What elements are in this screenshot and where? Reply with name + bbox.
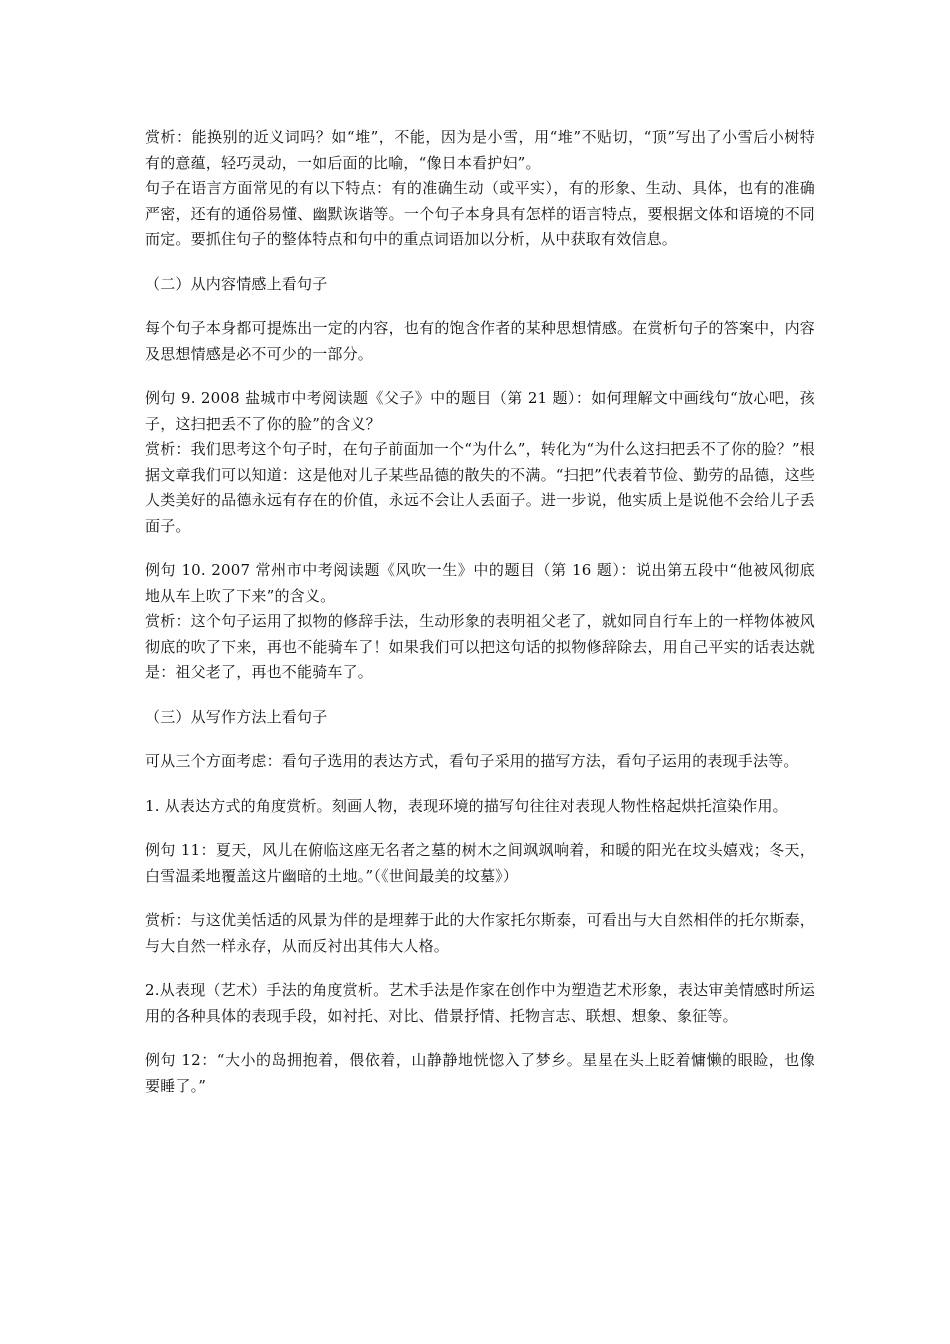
body-paragraph: 可从三个方面考虑：看句子选用的表达方式，看句子采用的描写方法，看句子运用的表现手法等。: [145, 752, 799, 770]
section-heading-2: （二）从内容情感上看句子: [145, 274, 328, 293]
analysis-paragraph: 赏析：与这优美恬适的风景为伴的是埋葬于此的大作家托尔斯泰，可看出与大自然相伴的托尔斯泰，与大自然一样永存，从而反衬出其伟大人格。: [145, 911, 815, 955]
paragraph-gap: [145, 253, 815, 272]
analysis-paragraph: 赏析：这个句子运用了拟物的修辞手法，生动形象的表明祖父老了，就如同自行车上的一样物体被风彻底的吹了下来，再也不能骑车了！如果我们可以把这句话的拟物修辞除去，用自己平实的话表达就是：祖父老了，再也不能骑车了。: [145, 612, 815, 681]
paragraph-gap: [145, 889, 815, 908]
method-paragraph-2: 2.从表现（艺术）手法的角度赏析。艺术手法是作家在创作中为塑造艺术形象，表达审美情感时所运用的各种具体的表现手段，如衬托、对比、借景抒情、托物言志、联想、想象、象征等。: [145, 981, 815, 1025]
paragraph-gap: [145, 775, 815, 794]
paragraph-gap: [145, 730, 815, 749]
example-sentence-12: 例句 12：“大小的岛拥抱着，偎依着，山静静地恍惚入了梦乡。星星在头上眨着慵懒的眼睑，也像要睡了。”: [145, 1051, 815, 1095]
paragraph-gap: [145, 539, 815, 558]
example-sentence-10: 例句 10. 2007 常州市中考阅读题《风吹一生》中的题目（第 16 题）：说出第五段中“他被风彻底地从车上吹了下来”的含义。: [145, 561, 815, 605]
paragraph-gap: [145, 686, 815, 705]
paragraph-gap: [145, 959, 815, 978]
body-paragraph: 句子在语言方面常见的有以下特点：有的准确生动（或平实），有的形象、生动、具体，也有的准确严密，还有的通俗易懂、幽默诙谐等。一个句子本身具有怎样的语言特点，要根据文体和语境的不同而定。要抓住句子的整体特点和句中的重点词语加以分析，从中获取有效信息。: [145, 179, 815, 248]
body-paragraph: 每个句子本身都可提炼出一定的内容，也有的饱含作者的某种思想情感。在赏析句子的答案中，内容及思想情感是必不可少的一部分。: [145, 319, 815, 363]
paragraph-gap: [145, 819, 815, 838]
analysis-paragraph: 赏析：能换别的近义词吗？如“堆”，不能，因为是小雪，用“堆”不贴切，“顶”写出了小雪后小树特有的意蕴，轻巧灵动，一如后面的比喻，“像日本看护妇”。: [145, 128, 815, 172]
paragraph-gap: [145, 1029, 815, 1048]
example-sentence-9: 例句 9. 2008 盐城市中考阅读题《父子》中的题目（第 21 题）：如何理解文中画线句“放心吧，孩子，这扫把丢不了你的脸”的含义？: [145, 389, 815, 433]
analysis-paragraph: 赏析：我们思考这个句子时，在句子前面加一个“为什么”，转化为“为什么这扫把丢不了你的脸？”根据文章我们可以知道：这是他对儿子某些品德的散失的不满。“扫把”代表着节俭、勤劳的品德，这些人类美好的品德永远有存在的价值，永远不会让人丢面子。进一步说，他实质上是说他不会给儿子丢面子。: [145, 440, 815, 535]
document-body: [145, 125, 815, 1099]
example-sentence-11: 例句 11：夏天，风儿在俯临这座无名者之墓的树木之间飒飒响着，和暖的阳光在坟头嬉戏；冬天，白雪温柔地覆盖这片幽暗的土地。”（《世间最美的坟墓》）: [145, 841, 815, 885]
section-heading-3: （三）从写作方法上看句子: [145, 707, 328, 726]
paragraph-gap: [145, 367, 815, 386]
paragraph-gap: [145, 297, 815, 316]
method-paragraph-1: 1. 从表达方式的角度赏析。刻画人物，表现环境的描写句往往对表现人物性格起烘托渲染作用。: [145, 796, 788, 815]
